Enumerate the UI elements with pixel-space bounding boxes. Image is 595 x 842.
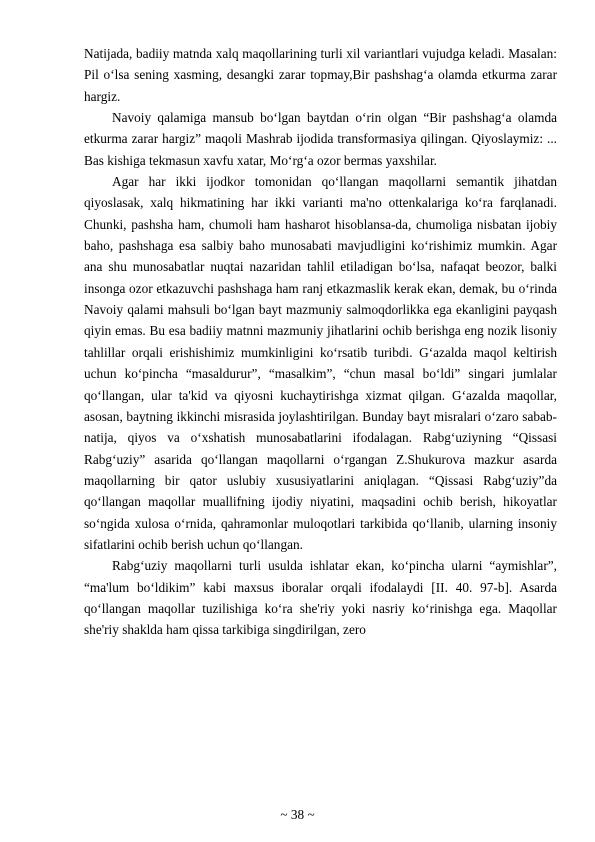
paragraph-1: Natijada, badiiy matnda xalq maqollarining turli xil variantlari vujudga keladi. Masalan: Pil o‘lsa sening xasming, desangki zarar topmay,Bir pashshag‘a olamda etkurma zarar hargiz. xyxy=(84,46,557,104)
paragraph-2: Navoiy qalamiga mansub bo‘lgan baytdan o‘rin olgan “Bir pashshag‘a olamda etkurma zarar hargiz” maqoli Mashrab ijodida transformasiya qilingan. Qiyoslaymiz: ... Bas kishiga tekmasun xavfu xatar, Mo‘rg‘a ozor bermas yaxshilar. xyxy=(84,110,557,168)
paragraph-4: Rabg‘uziy maqollarni turli usulda ishlatar ekan, ko‘pincha ularni “aymishlar”, “ma'lum bo‘ldikim” kabi maxsus iboralar orqali ifodalaydi [II. 40. 97-b]. Asarda qo‘llangan maqollar tuzilishiga ko‘ra she'riy yoki nasriy ko‘rinishga ega. Maqollar she'riy shaklda ham qissa tarkibiga singdirilgan, zero xyxy=(84,558,557,638)
page-number: ~ 38 ~ xyxy=(280,807,315,822)
paragraph-3: Agar har ikki ijodkor tomonidan qo‘llangan maqollarni semantik jihatdan qiyoslasak, xalq hikmatining har ikki varianti ma'no ottenkalariga ko‘ra farqlanadi. Chunki, pashsha ham, chumoli ham hasharot hisoblansa-da, chumoliga nisbatan ijobiy baho, pashshaga esa salbiy baho munosabati mavjudligini ko‘rishimiz mumkin. Agar ana shu munosabatlar nuqtai nazaridan tahlil etiladigan bo‘lsa, nafaqat beozor, balki insonga ozor etkazuvchi pashshaga ham ranj etkazmaslik kerak ekan, demak, bu o‘rinda Navoiy qalami mahsuli bo‘lgan bayt mazmuniy salmoqdorlikka ega ekanligini payqash qiyin emas. Bu esa badiiy matnni mazmuniy jihatlarini ochib berishga eng nozik lisoniy tahlillar orqali erishishimiz mumkinligini ko‘rsatib turibdi. G‘azalda maqol keltirish uchun ko‘pincha “masaldurur”, “masalkim”, “chun masal bo‘ldi” singari jumlalar qo‘llangan, ular ta'kid va qiyosni kuchaytirishga xizmat qilgan. G‘azalda maqollar, asosan, baytning ikkinchi misrasida joylashtirilgan. Bunday bayt misralari o‘zaro sabab-natija, qiyos va o‘xshatish munosabatlarini ifodalagan. Rabg‘uziyning “Qissasi Rabg‘uziy” asarida qo‘llangan maqollarni o‘rgangan Z.Shukurova mazkur asarda maqollarning bir qator uslubiy xususiyatlarini aniqlagan. “Qissasi Rabg‘uziy”da qo‘llangan maqollar muallifning ijodiy niyatini, maqsadini ochib berish, hikoyatlar so‘ngida xulosa o‘rnida, qahramonlar muloqotlari tarkibida qo‘llanib, ularning insoniy sifatlarini ochib berish uchun qo‘llangan. xyxy=(84,174,557,552)
body-text xyxy=(84,43,557,641)
